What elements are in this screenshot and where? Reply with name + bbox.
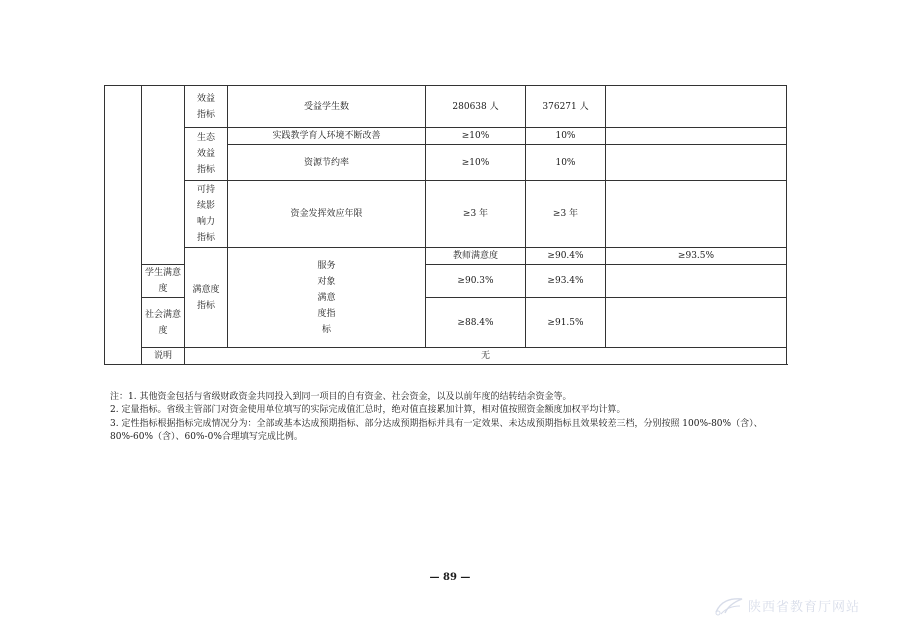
site-watermark bbox=[712, 593, 887, 617]
indicator-name: 教师满意度 bbox=[426, 248, 526, 265]
vertical-label: 效益 指标 bbox=[196, 93, 215, 120]
level3-sustainability-indicator bbox=[185, 181, 228, 248]
footnotes bbox=[110, 391, 810, 445]
remark-value: 无 bbox=[185, 348, 787, 365]
blank-cell bbox=[606, 145, 787, 181]
target-value: ≥90.4% bbox=[526, 248, 606, 265]
target-value: 280638 人 bbox=[426, 86, 526, 128]
actual-value: 10% bbox=[526, 128, 606, 145]
footnote-2: 2. 定量指标。省级主管部门对资金使用单位填写的实际完成值汇总时，绝对值直接累加计算，相对值按照资金额度加权平均计算。 bbox=[110, 405, 626, 416]
footnote-3-continued: 80%-60%（含）、60%-0%合理填写完成比例。 bbox=[110, 432, 303, 443]
vertical-label: 可持 续影 响力 指标 bbox=[196, 185, 215, 243]
blank-cell bbox=[606, 298, 787, 348]
page-number: — 89 — bbox=[429, 572, 471, 583]
level1-indicator-cell bbox=[105, 86, 142, 365]
performance-indicator-table bbox=[104, 85, 787, 365]
actual-value: 10% bbox=[526, 145, 606, 181]
watermark-logo-icon bbox=[712, 595, 746, 617]
actual-value: ≥93.4% bbox=[526, 265, 606, 298]
blank-cell bbox=[606, 181, 787, 248]
level3-ecological-indicator bbox=[185, 128, 228, 181]
indicator-name: 资金发挥效应年限 bbox=[228, 181, 426, 248]
satisfaction-indicator-cell bbox=[185, 248, 228, 348]
footnote-1: 注：1. 其他资金包括与省级财政资金共同投入到同一项目的自有资金、社会资金，以及以前年度的结转结余资金等。 bbox=[110, 392, 572, 402]
vertical-label: 服务 对象 满意 度指 标 bbox=[317, 260, 336, 335]
target-value: ≥3 年 bbox=[426, 181, 526, 248]
indicator-name: 社会满意度 bbox=[142, 298, 185, 348]
vertical-label: 生态 效益 指标 bbox=[196, 133, 215, 175]
watermark-text: 陕西省教育厅网站 bbox=[748, 600, 861, 615]
indicator-name: 资源节约率 bbox=[228, 145, 426, 181]
blank-cell bbox=[606, 265, 787, 298]
indicator-name: 学生满意度 bbox=[142, 265, 185, 298]
indicator-name: 实践教学育人环境不断改善 bbox=[228, 128, 426, 145]
blank-cell bbox=[606, 86, 787, 128]
remark-label: 说明 bbox=[142, 348, 185, 365]
vertical-label: 满意度 指标 bbox=[192, 284, 220, 311]
level2-indicator-cell bbox=[142, 86, 185, 265]
target-value: ≥10% bbox=[426, 128, 526, 145]
blank-cell bbox=[606, 128, 787, 145]
indicator-name: 受益学生数 bbox=[228, 86, 426, 128]
actual-value: ≥3 年 bbox=[526, 181, 606, 248]
actual-value: ≥93.5% bbox=[606, 248, 787, 265]
level3-service-object-indicator bbox=[228, 248, 426, 348]
actual-value: 376271 人 bbox=[526, 86, 606, 128]
footnote-3: 3. 定性指标根据指标完成情况分为：全部或基本达成预期指标、部分达成预期指标并具有一定效果、未达成预期指标且效果较差三档，分别按照 100%-80%（含）、 bbox=[110, 418, 763, 429]
target-value: ≥90.3% bbox=[426, 265, 526, 298]
actual-value: ≥91.5% bbox=[526, 298, 606, 348]
level3-benefit-indicator bbox=[185, 86, 228, 128]
target-value: ≥88.4% bbox=[426, 298, 526, 348]
target-value: ≥10% bbox=[426, 145, 526, 181]
